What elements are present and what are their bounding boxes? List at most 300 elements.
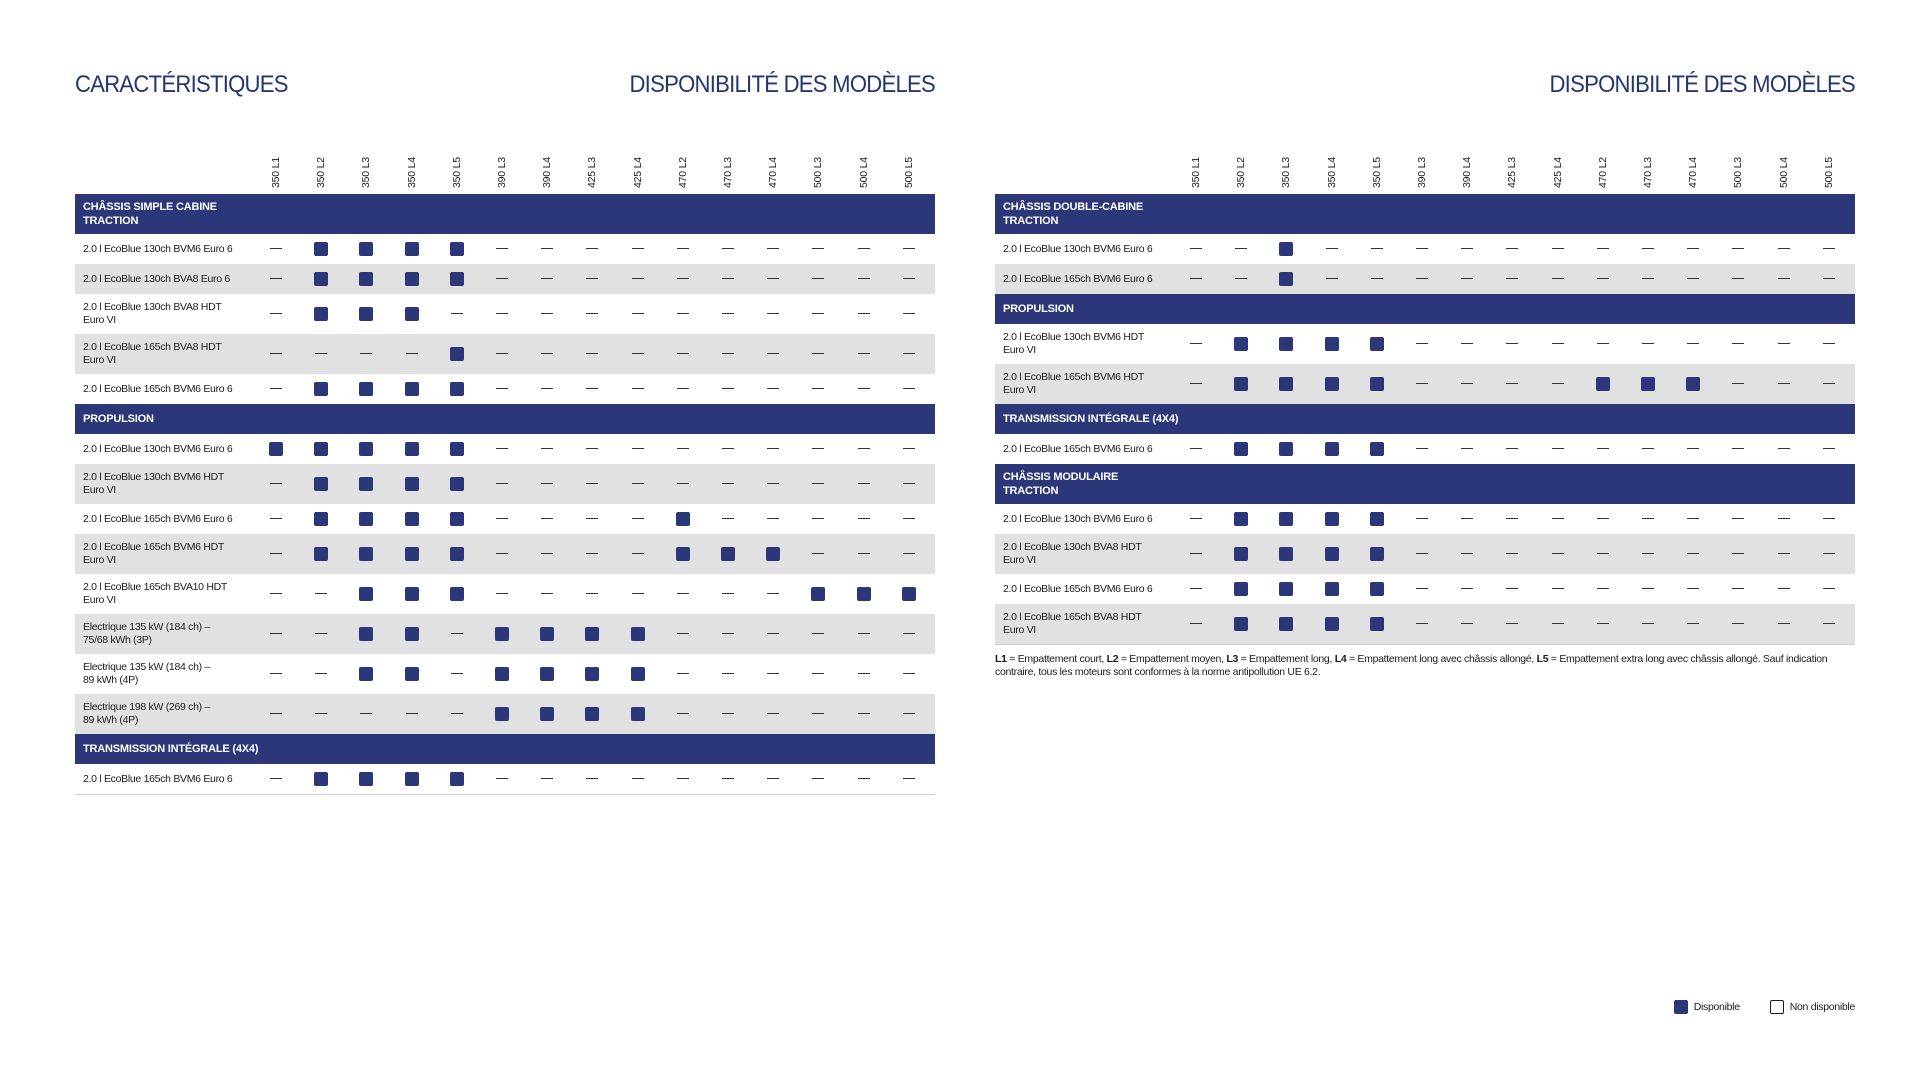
engine-label: [1003, 574, 1178, 604]
engine-label-line: 2.0 l EcoBlue 165ch BVM6 Euro 6: [1003, 272, 1153, 285]
unavailable-dash-icon: [902, 272, 916, 286]
unavailable-dash-icon: [1686, 272, 1700, 286]
section-header-line: PROPULSION: [1003, 303, 1074, 315]
column-header: [451, 144, 463, 188]
unavailable-dash-icon: [721, 347, 735, 361]
column-header: [722, 144, 734, 188]
unavailable-dash-icon: [857, 442, 871, 456]
available-marker-icon: [857, 587, 871, 601]
section-header-line: CHÂSSIS DOUBLE-CABINE: [1003, 201, 1144, 213]
column-header: [858, 144, 870, 188]
unavailable-dash-icon: [1551, 442, 1565, 456]
unavailable-dash-icon: [1460, 547, 1474, 561]
section-header: [75, 734, 935, 764]
column-header-text: 500 L3: [1732, 157, 1745, 188]
unavailable-dash-icon: [902, 512, 916, 526]
engine-label: [83, 264, 258, 294]
unavailable-dash-icon: [902, 477, 916, 491]
available-marker-icon: [495, 667, 509, 681]
unavailable-dash-icon: [631, 512, 645, 526]
engine-label-line: 2.0 l EcoBlue 165ch BVM6 Euro 6: [83, 382, 233, 395]
available-marker-icon: [1234, 582, 1248, 596]
available-marker-icon: [314, 382, 328, 396]
unavailable-dash-icon: [857, 667, 871, 681]
available-marker-icon: [405, 272, 419, 286]
available-marker-icon: [1325, 377, 1339, 391]
unavailable-dash-icon: [676, 347, 690, 361]
available-marker-icon: [314, 442, 328, 456]
unavailable-dash-icon: [1596, 337, 1610, 351]
unavailable-dash-icon: [676, 272, 690, 286]
unavailable-dash-icon: [766, 242, 780, 256]
unavailable-dash-icon: [1641, 272, 1655, 286]
section-header: [75, 404, 935, 434]
table-row: [995, 364, 1855, 404]
unavailable-dash-icon: [1325, 272, 1339, 286]
unavailable-dash-icon: [1505, 547, 1519, 561]
available-marker-icon: [1641, 377, 1655, 391]
table-row: [75, 464, 935, 504]
column-header: [1642, 144, 1654, 188]
column-header: [767, 144, 779, 188]
unavailable-dash-icon: [721, 307, 735, 321]
column-header: [1461, 144, 1473, 188]
available-marker-icon: [1279, 272, 1293, 286]
unavailable-dash-icon: [314, 587, 328, 601]
available-marker-icon: [1279, 547, 1293, 561]
section-header-line: CHÂSSIS SIMPLE CABINE: [83, 201, 217, 213]
column-header-text: 425 L4: [1551, 157, 1564, 188]
engine-label: [83, 434, 258, 464]
unavailable-dash-icon: [314, 707, 328, 721]
available-marker-icon: [676, 512, 690, 526]
column-header: [315, 144, 327, 188]
available-marker-icon: [676, 547, 690, 561]
column-header-text: 350 L5: [1370, 157, 1383, 188]
unavailable-dash-icon: [1189, 242, 1203, 256]
available-marker-icon: [314, 307, 328, 321]
unavailable-dash-icon: [1189, 442, 1203, 456]
section-header-line: TRANSMISSION INTÉGRALE (4X4): [1003, 413, 1179, 425]
unavailable-dash-icon: [585, 547, 599, 561]
unavailable-dash-icon: [450, 627, 464, 641]
available-marker-icon: [1279, 442, 1293, 456]
unavailable-dash-icon: [405, 707, 419, 721]
unavailable-dash-icon: [269, 477, 283, 491]
available-marker-icon: [269, 442, 283, 456]
column-header-text: 500 L4: [1777, 157, 1790, 188]
unavailable-dash-icon: [1777, 337, 1791, 351]
unavailable-dash-icon: [902, 382, 916, 396]
table-body: [995, 194, 1855, 645]
unavailable-dash-icon: [269, 347, 283, 361]
unavailable-dash-icon: [585, 347, 599, 361]
unavailable-dash-icon: [1731, 582, 1745, 596]
unavailable-dash-icon: [811, 347, 825, 361]
unavailable-dash-icon: [1189, 272, 1203, 286]
engine-label: [83, 574, 258, 614]
engine-label-line: 2.0 l EcoBlue 130ch BVA8 HDT: [83, 301, 222, 313]
available-marker-icon: [1234, 617, 1248, 631]
unavailable-dash-icon: [405, 347, 419, 361]
unavailable-dash-icon: [495, 242, 509, 256]
engine-label-line: Electrique 135 kW (184 ch) –: [83, 621, 210, 633]
unavailable-dash-icon: [495, 587, 509, 601]
unavailable-dash-icon: [540, 307, 554, 321]
column-header: [903, 144, 915, 188]
column-header-row: [995, 150, 1855, 194]
table-row: [75, 374, 935, 404]
section-header-line: PROPULSION: [83, 413, 154, 425]
available-marker-icon: [495, 707, 509, 721]
footnote-text: = Empattement moyen,: [1118, 653, 1227, 665]
unavailable-dash-icon: [1234, 242, 1248, 256]
table-row: [75, 234, 935, 264]
unavailable-dash-icon: [676, 627, 690, 641]
unavailable-dash-icon: [1731, 337, 1745, 351]
available-marker-icon: [359, 442, 373, 456]
table-row: [75, 264, 935, 294]
unavailable-dash-icon: [585, 382, 599, 396]
unavailable-dash-icon: [269, 307, 283, 321]
unavailable-dash-icon: [1551, 272, 1565, 286]
unavailable-dash-icon: [1551, 337, 1565, 351]
column-header-text: 390 L3: [496, 157, 508, 188]
unavailable-dash-icon: [540, 347, 554, 361]
unavailable-dash-icon: [1777, 547, 1791, 561]
unavailable-dash-icon: [1596, 442, 1610, 456]
unavailable-dash-icon: [811, 547, 825, 561]
unavailable-dash-icon: [766, 272, 780, 286]
engine-label: [83, 504, 258, 534]
available-marker-icon: [405, 382, 419, 396]
unavailable-dash-icon: [495, 307, 509, 321]
unavailable-dash-icon: [495, 772, 509, 786]
unavailable-dash-icon: [676, 707, 690, 721]
available-marker-icon: [450, 242, 464, 256]
unavailable-dash-icon: [1460, 242, 1474, 256]
unavailable-dash-icon: [857, 627, 871, 641]
unavailable-dash-icon: [676, 242, 690, 256]
available-marker-icon: [1325, 442, 1339, 456]
available-marker-icon: [450, 772, 464, 786]
unavailable-dash-icon: [766, 442, 780, 456]
unavailable-dash-icon: [902, 667, 916, 681]
available-marker-icon: [450, 347, 464, 361]
unavailable-dash-icon: [811, 307, 825, 321]
engine-label-line: Euro VI: [83, 594, 116, 606]
engine-label-line: 2.0 l EcoBlue 130ch BVM6 Euro 6: [1003, 242, 1153, 255]
unavailable-dash-icon: [766, 477, 780, 491]
table-row: [995, 324, 1855, 364]
column-header-text: 470 L4: [1687, 157, 1700, 188]
column-header-text: 350 L4: [1325, 157, 1338, 188]
engine-label-line: 2.0 l EcoBlue 130ch BVA8 HDT: [1003, 541, 1142, 553]
unavailable-dash-icon: [1686, 337, 1700, 351]
unavailable-dash-icon: [1460, 272, 1474, 286]
unavailable-dash-icon: [811, 667, 825, 681]
unavailable-dash-icon: [540, 442, 554, 456]
available-marker-icon: [314, 272, 328, 286]
column-header-text: 350 L3: [360, 157, 373, 188]
table-row: [75, 294, 935, 334]
unavailable-dash-icon: [1415, 617, 1429, 631]
unavailable-dash-icon: [1731, 617, 1745, 631]
table-row: [995, 434, 1855, 464]
table-row: [995, 234, 1855, 264]
unavailable-dash-icon: [1505, 272, 1519, 286]
unavailable-dash-icon: [1505, 337, 1519, 351]
unavailable-dash-icon: [766, 307, 780, 321]
unavailable-dash-icon: [269, 627, 283, 641]
unavailable-dash-icon: [631, 242, 645, 256]
unavailable-dash-icon: [811, 627, 825, 641]
unavailable-dash-icon: [1731, 512, 1745, 526]
engine-label-line: 89 kWh (4P): [83, 714, 139, 726]
unavailable-dash-icon: [1731, 442, 1745, 456]
column-header: [677, 144, 689, 188]
available-marker-icon: [1279, 242, 1293, 256]
unavailable-dash-icon: [1822, 547, 1836, 561]
engine-label: [83, 764, 258, 794]
unavailable-dash-icon: [540, 477, 554, 491]
column-header-text: 470 L2: [1596, 157, 1609, 188]
unavailable-dash-icon: [1686, 617, 1700, 631]
engine-label-line: Euro VI: [83, 554, 116, 566]
column-header-text: 470 L2: [676, 157, 689, 188]
unavailable-swatch-icon: [1770, 1000, 1784, 1014]
unavailable-dash-icon: [857, 347, 871, 361]
unavailable-dash-icon: [721, 667, 735, 681]
available-marker-icon: [405, 242, 419, 256]
unavailable-dash-icon: [902, 772, 916, 786]
engine-label-line: 2.0 l EcoBlue 165ch BVM6 HDT: [83, 541, 225, 553]
available-marker-icon: [314, 512, 328, 526]
unavailable-dash-icon: [631, 272, 645, 286]
unavailable-dash-icon: [1641, 582, 1655, 596]
unavailable-dash-icon: [495, 382, 509, 396]
engine-label-line: Euro VI: [83, 484, 116, 496]
unavailable-dash-icon: [631, 307, 645, 321]
unavailable-dash-icon: [269, 667, 283, 681]
available-marker-icon: [405, 587, 419, 601]
engine-label-line: 2.0 l EcoBlue 130ch BVA8 Euro 6: [83, 272, 230, 285]
table-row: [75, 574, 935, 614]
available-marker-icon: [359, 382, 373, 396]
engine-label: [83, 614, 258, 654]
available-marker-icon: [1279, 512, 1293, 526]
available-marker-icon: [450, 512, 464, 526]
unavailable-dash-icon: [721, 272, 735, 286]
available-marker-icon: [359, 307, 373, 321]
available-marker-icon: [359, 272, 373, 286]
column-header-text: 500 L4: [857, 157, 870, 188]
unavailable-dash-icon: [1415, 272, 1429, 286]
table-row: [995, 504, 1855, 534]
unavailable-dash-icon: [1596, 582, 1610, 596]
column-header-text: 500 L5: [902, 157, 915, 188]
column-header-text: 390 L4: [1461, 157, 1474, 188]
unavailable-dash-icon: [1460, 582, 1474, 596]
available-marker-icon: [405, 667, 419, 681]
engine-label-line: Electrique 135 kW (184 ch) –: [83, 661, 210, 673]
unavailable-dash-icon: [1641, 617, 1655, 631]
unavailable-dash-icon: [1686, 242, 1700, 256]
unavailable-dash-icon: [902, 627, 916, 641]
unavailable-dash-icon: [1189, 582, 1203, 596]
unavailable-dash-icon: [540, 547, 554, 561]
unavailable-dash-icon: [1731, 547, 1745, 561]
unavailable-dash-icon: [1460, 377, 1474, 391]
unavailable-dash-icon: [811, 272, 825, 286]
column-header: [1326, 144, 1338, 188]
footnote-text: = Empattement long avec châssis allongé,: [1346, 653, 1537, 665]
unavailable-dash-icon: [1551, 547, 1565, 561]
unavailable-dash-icon: [721, 707, 735, 721]
engine-label-line: Euro VI: [1003, 344, 1036, 356]
unavailable-dash-icon: [721, 242, 735, 256]
availability-table-right: [995, 150, 1855, 679]
unavailable-dash-icon: [631, 477, 645, 491]
engine-label-line: 2.0 l EcoBlue 165ch BVM6 Euro 6: [83, 512, 233, 525]
column-header: [1280, 144, 1292, 188]
table-row: [75, 334, 935, 374]
column-header-text: 470 L3: [722, 157, 734, 188]
column-header-text: 500 L5: [1822, 157, 1835, 188]
available-marker-icon: [1279, 337, 1293, 351]
available-marker-icon: [1234, 442, 1248, 456]
unavailable-dash-icon: [540, 242, 554, 256]
section-header: [75, 194, 935, 234]
footnote-term: L5: [1536, 653, 1549, 665]
engine-label: [1003, 534, 1178, 574]
column-header: [812, 144, 824, 188]
unavailable-dash-icon: [1822, 617, 1836, 631]
available-marker-icon: [540, 667, 554, 681]
available-marker-icon: [359, 772, 373, 786]
unavailable-dash-icon: [1777, 582, 1791, 596]
unavailable-dash-icon: [902, 307, 916, 321]
unavailable-dash-icon: [1370, 242, 1384, 256]
unavailable-dash-icon: [1641, 337, 1655, 351]
unavailable-dash-icon: [585, 242, 599, 256]
engine-label-line: 2.0 l EcoBlue 165ch BVA8 HDT: [83, 341, 222, 353]
footnote-term: L2: [1106, 653, 1119, 665]
unavailable-dash-icon: [857, 307, 871, 321]
column-header-text: 470 L4: [767, 157, 780, 188]
unavailable-dash-icon: [1777, 617, 1791, 631]
unavailable-dash-icon: [585, 442, 599, 456]
table-row: [75, 614, 935, 654]
engine-label: [83, 334, 258, 374]
available-marker-icon: [1234, 512, 1248, 526]
section-header: [995, 194, 1855, 234]
unavailable-dash-icon: [269, 707, 283, 721]
unavailable-dash-icon: [495, 512, 509, 526]
unavailable-dash-icon: [540, 772, 554, 786]
table-row: [995, 264, 1855, 294]
section-header: [995, 464, 1855, 504]
unavailable-dash-icon: [1505, 377, 1519, 391]
available-marker-icon: [450, 442, 464, 456]
column-header: [632, 144, 644, 188]
unavailable-dash-icon: [1505, 442, 1519, 456]
unavailable-dash-icon: [902, 242, 916, 256]
available-marker-icon: [585, 707, 599, 721]
unavailable-dash-icon: [811, 442, 825, 456]
unavailable-dash-icon: [721, 627, 735, 641]
unavailable-dash-icon: [1822, 272, 1836, 286]
engine-label-line: Euro VI: [1003, 554, 1036, 566]
unavailable-dash-icon: [1641, 442, 1655, 456]
engine-label: [83, 654, 258, 694]
table-body: [75, 194, 935, 795]
column-header: [1778, 144, 1790, 188]
section-header-line: CHÂSSIS MODULAIRE: [1003, 471, 1119, 483]
engine-label-line: Euro VI: [1003, 384, 1036, 396]
unavailable-dash-icon: [902, 442, 916, 456]
unavailable-dash-icon: [766, 587, 780, 601]
unavailable-dash-icon: [1325, 242, 1339, 256]
available-marker-icon: [405, 547, 419, 561]
available-marker-icon: [631, 667, 645, 681]
unavailable-dash-icon: [766, 382, 780, 396]
engine-label-line: Euro VI: [83, 354, 116, 366]
engine-label-line: 2.0 l EcoBlue 130ch BVM6 Euro 6: [1003, 512, 1153, 525]
unavailable-dash-icon: [1551, 377, 1565, 391]
unavailable-dash-icon: [1596, 617, 1610, 631]
unavailable-dash-icon: [1686, 442, 1700, 456]
column-header-text: 350 L3: [1280, 157, 1293, 188]
unavailable-dash-icon: [766, 347, 780, 361]
unavailable-dash-icon: [540, 512, 554, 526]
engine-label-line: 2.0 l EcoBlue 165ch BVM6 Euro 6: [1003, 442, 1153, 455]
unavailable-dash-icon: [857, 272, 871, 286]
unavailable-dash-icon: [811, 477, 825, 491]
available-marker-icon: [1370, 377, 1384, 391]
unavailable-dash-icon: [676, 772, 690, 786]
unavailable-dash-icon: [1641, 242, 1655, 256]
unavailable-dash-icon: [1777, 512, 1791, 526]
unavailable-dash-icon: [1731, 242, 1745, 256]
footnote-text: = Empattement extra long avec châssis allongé. Sauf indication contraire, tous les moteurs sont conformes à la norme antipollution UE 6.2.: [995, 653, 1828, 678]
unavailable-dash-icon: [585, 307, 599, 321]
engine-label: [1003, 434, 1178, 464]
unavailable-dash-icon: [676, 382, 690, 396]
available-marker-icon: [540, 707, 554, 721]
table-row: [75, 434, 935, 464]
engine-label: [1003, 364, 1178, 404]
unavailable-dash-icon: [1596, 547, 1610, 561]
available-marker-icon: [1325, 547, 1339, 561]
unavailable-dash-icon: [721, 382, 735, 396]
available-marker-icon: [585, 667, 599, 681]
unavailable-dash-icon: [450, 707, 464, 721]
unavailable-dash-icon: [1596, 512, 1610, 526]
unavailable-dash-icon: [1731, 272, 1745, 286]
unavailable-dash-icon: [495, 442, 509, 456]
legend-unavailable-label: Non disponible: [1789, 1001, 1855, 1013]
unavailable-dash-icon: [540, 272, 554, 286]
available-marker-icon: [405, 512, 419, 526]
unavailable-dash-icon: [811, 512, 825, 526]
column-header: [1371, 144, 1383, 188]
unavailable-dash-icon: [1505, 582, 1519, 596]
unavailable-dash-icon: [1641, 512, 1655, 526]
available-marker-icon: [540, 627, 554, 641]
engine-label: [83, 534, 258, 574]
column-header: [270, 144, 282, 188]
